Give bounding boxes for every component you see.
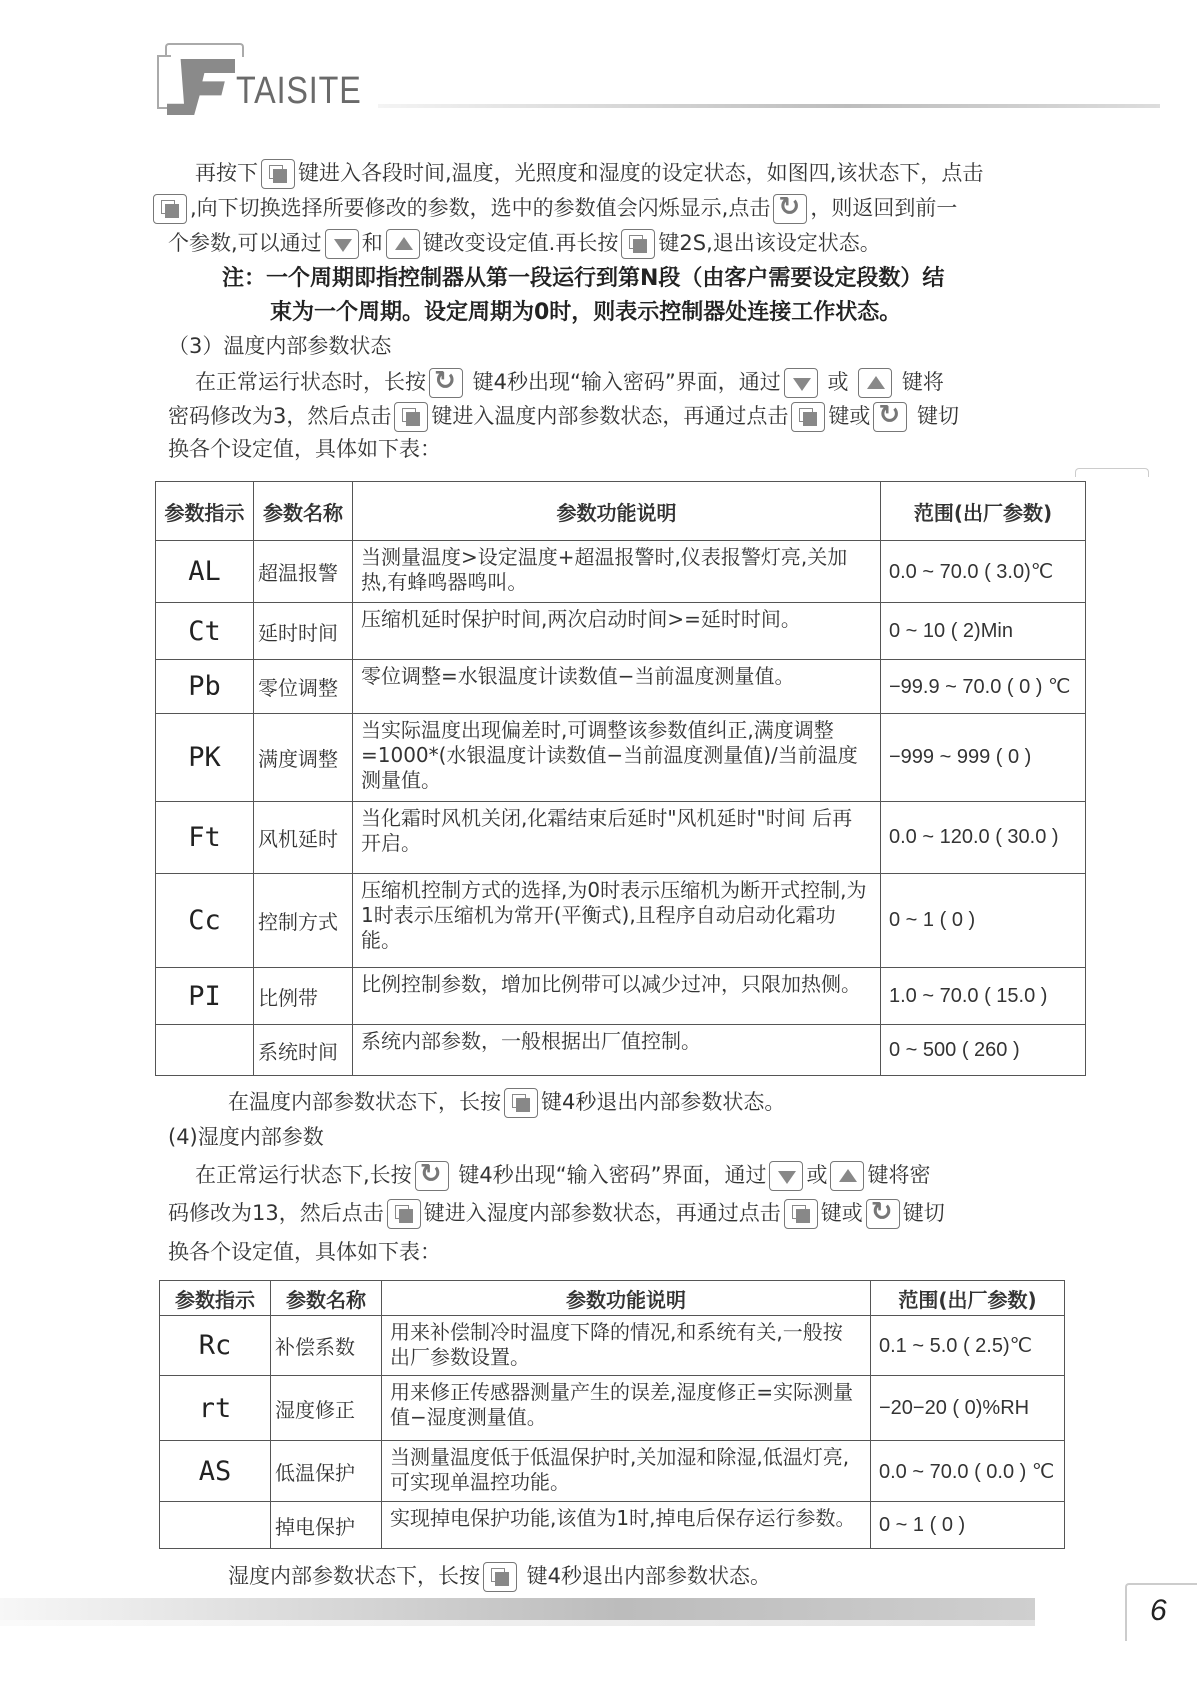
text-segment: 键4秒退出内部参数状态。 bbox=[541, 1090, 786, 1114]
text-segment: 密码修改为3，然后点击 bbox=[168, 404, 392, 428]
text-segment: 键2S,退出该设定状态。 bbox=[658, 231, 881, 255]
param-description: 当化霜时风机关闭,化霜结束后延时"风机延时"时间 后再开启。 bbox=[353, 802, 881, 874]
temperature-parameter-table bbox=[155, 481, 1086, 1076]
return-key-icon bbox=[773, 194, 807, 224]
brand-name: TAISITE bbox=[236, 70, 362, 112]
text-segment: 键进入各段时间,温度，光照度和湿度的设定状态，如图四,该状态下，点击 bbox=[298, 161, 984, 185]
up-key-icon bbox=[830, 1161, 864, 1191]
note-line bbox=[222, 263, 944, 295]
param-range: −20−20 ( 0)%RH bbox=[871, 1376, 1065, 1441]
column-header: 参数名称 bbox=[254, 482, 353, 541]
param-code: Ft bbox=[156, 802, 254, 874]
text-segment: 注：一个周期即指控制器从第一段运行到第N段（由客户需要设定段数）结 bbox=[222, 266, 945, 291]
param-code: PI bbox=[156, 968, 254, 1025]
table-row bbox=[156, 603, 1086, 660]
column-header: 参数功能说明 bbox=[382, 1281, 871, 1316]
text-segment: 键将 bbox=[895, 370, 944, 394]
set-key-icon bbox=[394, 402, 428, 432]
footer-bar-shadow bbox=[0, 1620, 1035, 1626]
up-key-icon bbox=[386, 229, 420, 259]
param-description: 当测量温度低于低温保护时,关加湿和除湿,低温灯亮,可实现单温控功能。 bbox=[382, 1441, 871, 1502]
return-key-icon bbox=[415, 1161, 449, 1191]
param-range: 0.0 ~ 120.0 ( 30.0 ) bbox=[881, 802, 1086, 874]
column-header: 参数指示 bbox=[160, 1281, 271, 1316]
text-segment: 在温度内部参数状态下，长按 bbox=[228, 1090, 501, 1114]
param-code: Cc bbox=[156, 874, 254, 968]
column-header: 范围(出厂参数) bbox=[881, 482, 1086, 541]
text-line bbox=[228, 1560, 771, 1592]
param-range: 0 ~ 1 ( 0 ) bbox=[871, 1502, 1065, 1549]
page-number: 6 bbox=[1150, 1594, 1167, 1627]
param-code bbox=[156, 1025, 254, 1076]
text-segment: 或 bbox=[806, 1163, 828, 1187]
text-segment: 在正常运行状态下,长按 bbox=[195, 1163, 412, 1187]
param-code: Ct bbox=[156, 603, 254, 660]
header-row bbox=[156, 482, 1086, 541]
text-segment: (4)湿度内部参数 bbox=[168, 1125, 324, 1149]
param-range: 1.0 ~ 70.0 ( 15.0 ) bbox=[881, 968, 1086, 1025]
return-key-icon bbox=[866, 1199, 900, 1229]
column-header: 参数指示 bbox=[156, 482, 254, 541]
param-code: Rc bbox=[160, 1316, 271, 1376]
param-name: 低温保护 bbox=[271, 1441, 382, 1502]
text-line bbox=[195, 366, 944, 398]
column-header: 参数功能说明 bbox=[353, 482, 881, 541]
down-key-icon bbox=[325, 229, 359, 259]
text-segment: 再按下 bbox=[195, 161, 258, 185]
set-key-icon bbox=[504, 1088, 538, 1118]
text-segment: 键将密 bbox=[867, 1163, 931, 1187]
param-name: 风机延时 bbox=[254, 802, 353, 874]
header-divider bbox=[378, 104, 1160, 108]
table-row bbox=[156, 660, 1086, 714]
text-segment: 键或 bbox=[828, 404, 871, 428]
set-key-icon bbox=[784, 1199, 818, 1229]
table-row bbox=[156, 1025, 1086, 1076]
header-row bbox=[160, 1281, 1065, 1316]
text-segment: ,向下切换选择所要修改的参数，选中的参数值会闪烁显示,点击 bbox=[190, 196, 771, 220]
param-code bbox=[160, 1502, 271, 1549]
set-key-icon bbox=[483, 1562, 517, 1592]
param-description: 当实际温度出现偏差时,可调整该参数值纠正,满度调整=1000*(水银温度计读数值−当前温度测量值)/当前温度测量值。 bbox=[353, 714, 881, 802]
param-name: 补偿系数 bbox=[271, 1316, 382, 1376]
text-segment: 或 bbox=[820, 370, 856, 394]
param-name: 满度调整 bbox=[254, 714, 353, 802]
param-description: 压缩机控制方式的选择,为0时表示压缩机为断开式控制,为1时表示压缩机为常开(平衡式),且程序自动启动化霜功能。 bbox=[353, 874, 881, 968]
table-row bbox=[160, 1502, 1065, 1549]
text-line bbox=[168, 1236, 441, 1268]
down-key-icon bbox=[784, 368, 818, 398]
humidity-parameter-table bbox=[159, 1280, 1065, 1549]
text-segment: 键切 bbox=[910, 404, 960, 428]
text-line bbox=[150, 192, 957, 224]
param-range: 0 ~ 500 ( 260 ) bbox=[881, 1025, 1086, 1076]
param-code: PK bbox=[156, 714, 254, 802]
return-key-icon bbox=[873, 402, 907, 432]
table-row bbox=[156, 874, 1086, 968]
param-name: 掉电保护 bbox=[271, 1502, 382, 1549]
param-range: −999 ~ 999 ( 0 ) bbox=[881, 714, 1086, 802]
taisite-logo bbox=[157, 43, 242, 113]
text-segment: 换各个设定值，具体如下表： bbox=[168, 1240, 441, 1264]
text-segment: 键或 bbox=[820, 1201, 863, 1225]
param-description: 压缩机延时保护时间,两次启动时间>=延时时间。 bbox=[353, 603, 881, 660]
param-code: AS bbox=[160, 1441, 271, 1502]
text-segment: 键改变设定值.再长按 bbox=[422, 231, 619, 255]
param-code: rt bbox=[160, 1376, 271, 1441]
table-row bbox=[160, 1441, 1065, 1502]
param-name: 比例带 bbox=[254, 968, 353, 1025]
param-name: 延时时间 bbox=[254, 603, 353, 660]
column-header: 参数名称 bbox=[271, 1281, 382, 1316]
param-code: Pb bbox=[156, 660, 254, 714]
text-segment: 键切 bbox=[902, 1201, 945, 1225]
param-range: 0 ~ 1 ( 0 ) bbox=[881, 874, 1086, 968]
text-line bbox=[228, 1086, 785, 1118]
text-segment: 在正常运行状态时，长按 bbox=[195, 370, 426, 394]
table-row bbox=[160, 1316, 1065, 1376]
param-description: 实现掉电保护功能,该值为1时,掉电后保存运行参数。 bbox=[382, 1502, 871, 1549]
text-segment: 键4秒出现“输入密码”界面，通过 bbox=[451, 1163, 767, 1187]
footer-bar bbox=[0, 1598, 1035, 1620]
set-key-icon bbox=[261, 159, 295, 189]
text-segment: 湿度内部参数状态下，长按 bbox=[228, 1564, 480, 1588]
param-description: 比例控制参数，增加比例带可以减少过冲，只限加热侧。 bbox=[353, 968, 881, 1025]
param-description: 用来修正传感器测量产生的误差,湿度修正=实际测量值−湿度测量值。 bbox=[382, 1376, 871, 1441]
set-key-icon bbox=[791, 402, 825, 432]
table-row bbox=[156, 541, 1086, 603]
return-key-icon bbox=[429, 368, 463, 398]
up-key-icon bbox=[858, 368, 892, 398]
set-key-icon bbox=[153, 194, 187, 224]
param-description: 用来补偿制冷时温度下降的情况,和系统有关,一般按出厂参数设置。 bbox=[382, 1316, 871, 1376]
text-segment: 键4秒出现“输入密码”界面，通过 bbox=[466, 370, 781, 394]
param-range: 0 ~ 10 ( 2)Min bbox=[881, 603, 1086, 660]
param-description: 系统内部参数，一般根据出厂值控制。 bbox=[353, 1025, 881, 1076]
text-segment: （3）温度内部参数状态 bbox=[168, 334, 392, 358]
set-key-icon bbox=[621, 229, 655, 259]
param-name: 系统时间 bbox=[254, 1025, 353, 1076]
text-line bbox=[168, 227, 881, 259]
down-key-icon bbox=[769, 1161, 803, 1191]
column-header: 范围(出厂参数) bbox=[871, 1281, 1065, 1316]
text-segment: 和 bbox=[361, 231, 383, 255]
param-range: −99.9 ~ 70.0 ( 0 ) ℃ bbox=[881, 660, 1086, 714]
text-segment: 键进入湿度内部参数状态，再通过点击 bbox=[423, 1201, 781, 1225]
text-line bbox=[168, 1197, 945, 1229]
text-line bbox=[195, 1159, 930, 1191]
param-name: 湿度修正 bbox=[271, 1376, 382, 1441]
param-range: 0.0 ~ 70.0 ( 0.0 ) ℃ bbox=[871, 1441, 1065, 1502]
text-line bbox=[195, 157, 983, 189]
text-segment: 换各个设定值，具体如下表： bbox=[168, 437, 441, 461]
text-segment: 键进入温度内部参数状态，再通过点击 bbox=[431, 404, 789, 428]
text-line bbox=[168, 1121, 324, 1153]
param-range: 0.1 ~ 5.0 ( 2.5)℃ bbox=[871, 1316, 1065, 1376]
text-line bbox=[168, 330, 391, 362]
text-segment: 键4秒退出内部参数状态。 bbox=[520, 1564, 772, 1588]
table-row bbox=[156, 802, 1086, 874]
table-row bbox=[156, 968, 1086, 1025]
set-key-icon bbox=[387, 1199, 421, 1229]
text-line bbox=[168, 433, 441, 465]
param-code: AL bbox=[156, 541, 254, 603]
note-line bbox=[270, 297, 901, 329]
param-name: 控制方式 bbox=[254, 874, 353, 968]
decoration-tab bbox=[1075, 468, 1149, 477]
text-line bbox=[168, 400, 959, 432]
param-name: 超温报警 bbox=[254, 541, 353, 603]
text-segment: 码修改为13，然后点击 bbox=[168, 1201, 384, 1225]
text-segment: 束为一个周期。设定周期为0时，则表示控制器处连接工作状态。 bbox=[270, 300, 902, 325]
param-name: 零位调整 bbox=[254, 660, 353, 714]
table-row bbox=[160, 1376, 1065, 1441]
param-description: 零位调整=水银温度计读数值−当前温度测量值。 bbox=[353, 660, 881, 714]
text-segment: ，则返回到前一 bbox=[810, 196, 958, 220]
text-segment: 个参数,可以通过 bbox=[168, 231, 322, 255]
table-row bbox=[156, 714, 1086, 802]
param-range: 0.0 ~ 70.0 ( 3.0)℃ bbox=[881, 541, 1086, 603]
param-description: 当测量温度>设定温度+超温报警时,仪表报警灯亮,关加热,有蜂鸣器鸣叫。 bbox=[353, 541, 881, 603]
